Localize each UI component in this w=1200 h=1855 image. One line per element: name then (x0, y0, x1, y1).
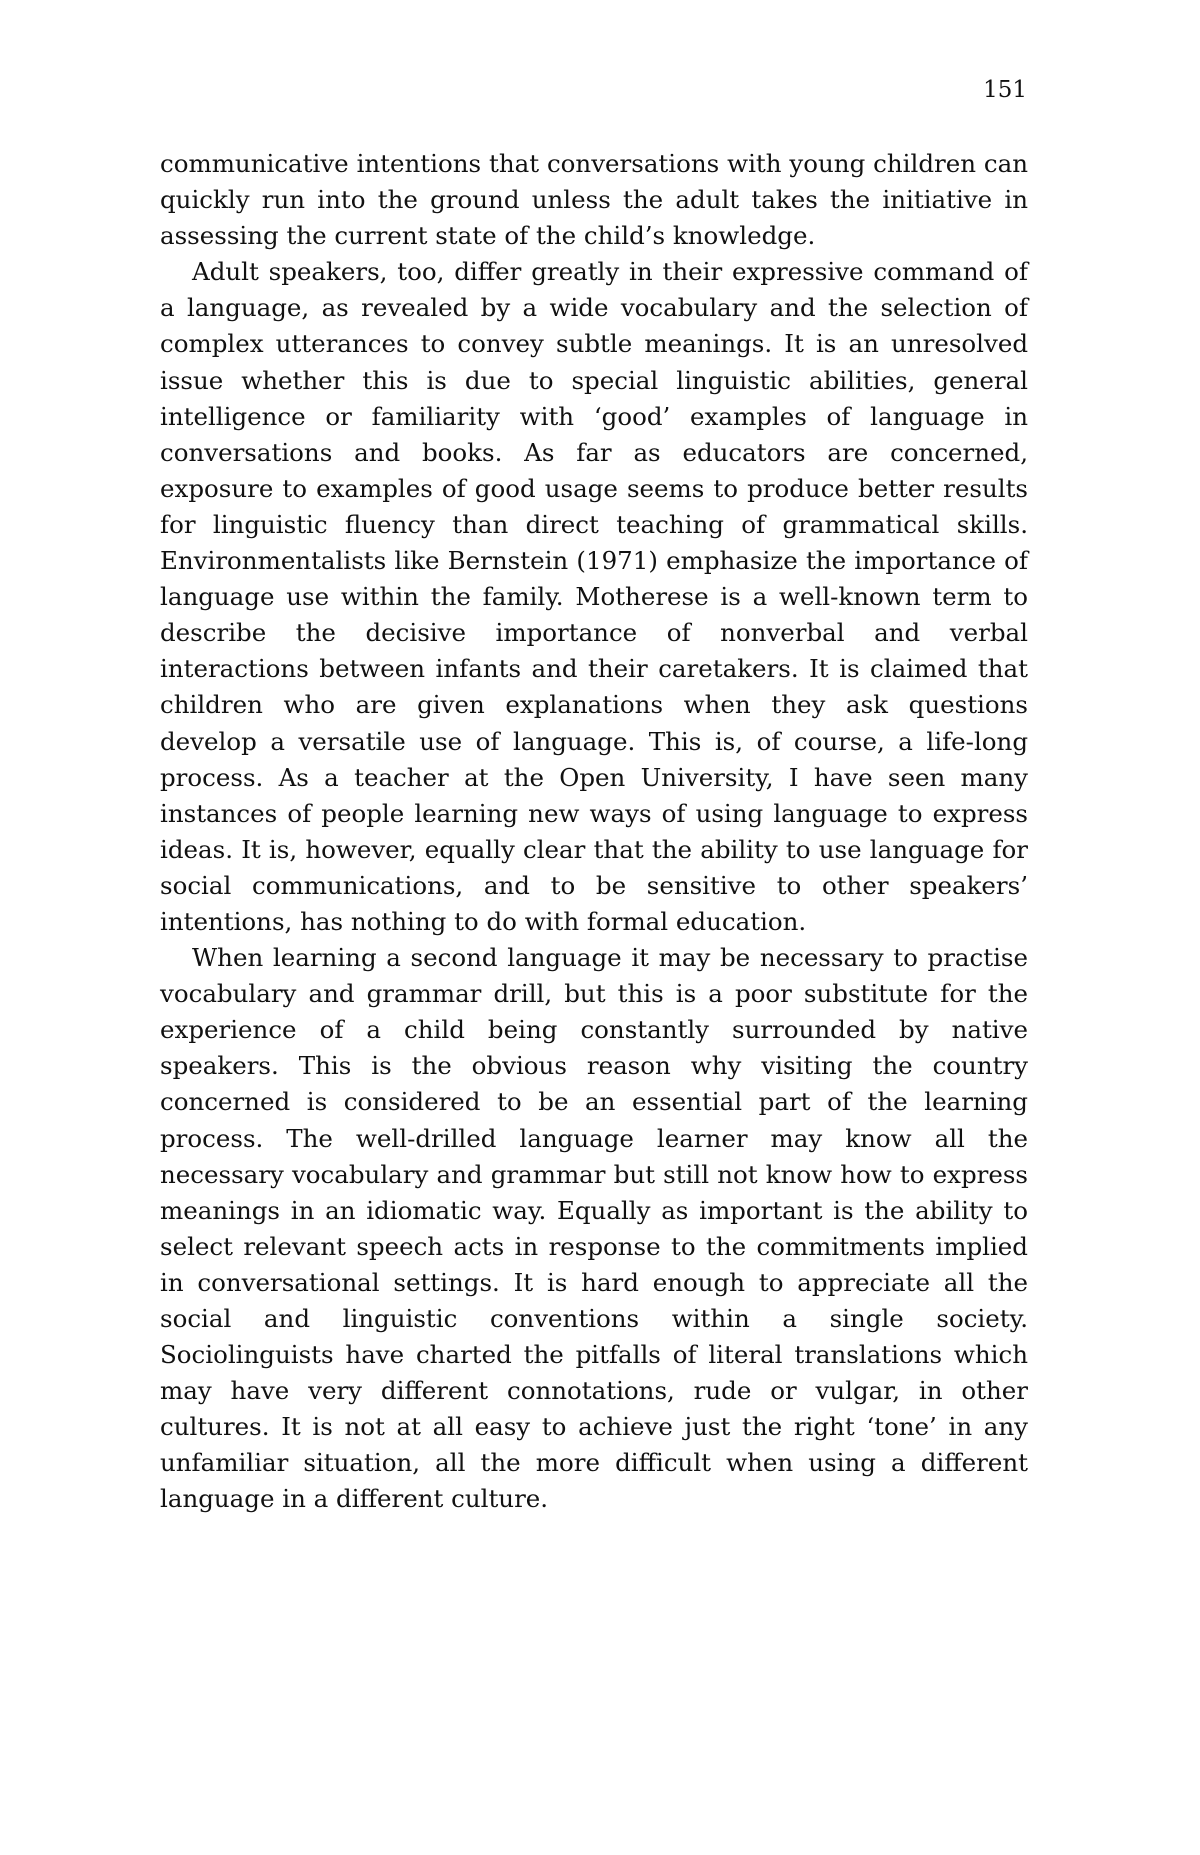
body-text (160, 146, 1028, 1518)
paragraph-second-language: When learning a second language it may be necessary to practise vocabulary and grammar drill, but this is a poor substitute for the experience of a child being constantly surrounded by native speakers. This is the obvious reason why visiting the country concerned is considered to be an essential part of the learning process. The well-drilled language learner may know all the necessary vocabulary and grammar but still not know how to express meanings in an idiomatic way. Equally as important is the ability to select relevant speech acts in response to the commitments implied in conversational settings. It is hard enough to appreciate all the social and linguistic conventions within a single society. Sociolinguists have charted the pitfalls of literal translations which may have very different connotations, rude or vulgar, in other cultures. It is not at all easy to achieve just the right ‘tone’ in any unfamiliar situation, all the more difficult when using a different language in a different culture. (160, 943, 1028, 1514)
page-number: 151 (983, 77, 1027, 103)
paragraph-adult-speakers: Adult speakers, too, differ greatly in their expressive command of a language, as revealed by a wide vocabulary and the selection of complex utterances to convey subtle meanings. It is an unresolved issue whether this is due to special linguistic abilities, general intelligence or familiarity with ‘good’ examples of language in conversations and books. As far as educators are concerned, exposure to examples of good usage seems to produce better results for linguistic fluency than direct teaching of grammatical skills. Environmentalists like Bernstein (1971) emphasize the importance of language use within the family. Motherese is a well-known term to describe the decisive importance of nonverbal and verbal interactions between infants and their caretakers. It is claimed that children who are given explanations when they ask questions develop a versatile use of language. This is, of course, a life-long process. As a teacher at the Open University, I have seen many instances of people learning new ways of using language to express ideas. It is, however, equally clear that the ability to use language for social communications, and to be sensitive to other speakers’ intentions, has nothing to do with formal education. (160, 257, 1028, 936)
paragraph-continuation: communicative intentions that conversations with young children can quickly run into the ground unless the adult takes the initiative in assessing the current state of the child’s knowledge. (160, 149, 1028, 251)
